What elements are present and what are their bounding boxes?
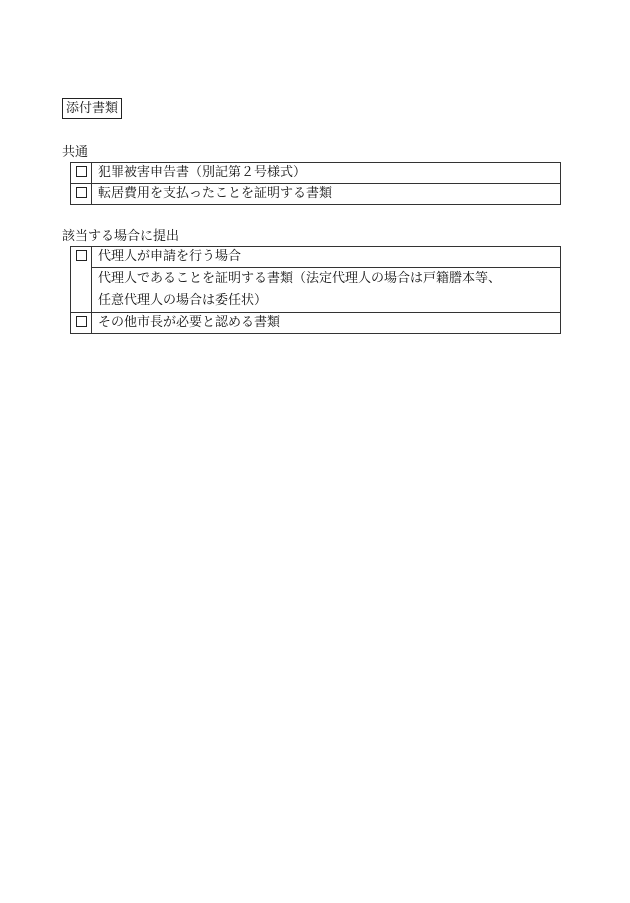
checkbox[interactable]	[76, 250, 87, 261]
checkbox-cell	[71, 313, 92, 334]
checkbox-cell	[71, 163, 92, 184]
checklist-item-label: 代理人が申請を行う場合	[92, 247, 561, 268]
checkbox[interactable]	[76, 187, 87, 198]
checklist-subrow	[71, 268, 561, 313]
checklist-row	[71, 163, 561, 184]
sub-description-line: 代理人であることを証明する書類（法定代理人の場合は戸籍謄本等、	[98, 271, 502, 286]
checkbox-cell	[71, 184, 92, 205]
checklist-item-label: 転居費用を支払ったことを証明する書類	[92, 184, 561, 205]
checklist-sub-description	[92, 268, 561, 313]
section-heading-common: 共通	[62, 145, 89, 160]
checklist-row	[71, 313, 561, 334]
checklist-item-label: 犯罪被害申告書（別記第２号様式）	[92, 163, 561, 184]
attachments-title: 添付書類	[62, 98, 122, 119]
checkbox-cell	[71, 247, 92, 313]
sub-description-line: 任意代理人の場合は委任状）	[98, 293, 268, 308]
common-documents-table	[70, 162, 561, 205]
checklist-row	[71, 184, 561, 205]
section-heading-conditional: 該当する場合に提出	[62, 229, 180, 244]
checkbox[interactable]	[76, 166, 87, 177]
checklist-item-label: その他市長が必要と認める書類	[92, 313, 561, 334]
checklist-row	[71, 247, 561, 268]
checkbox[interactable]	[76, 316, 87, 327]
conditional-documents-table	[70, 246, 561, 334]
